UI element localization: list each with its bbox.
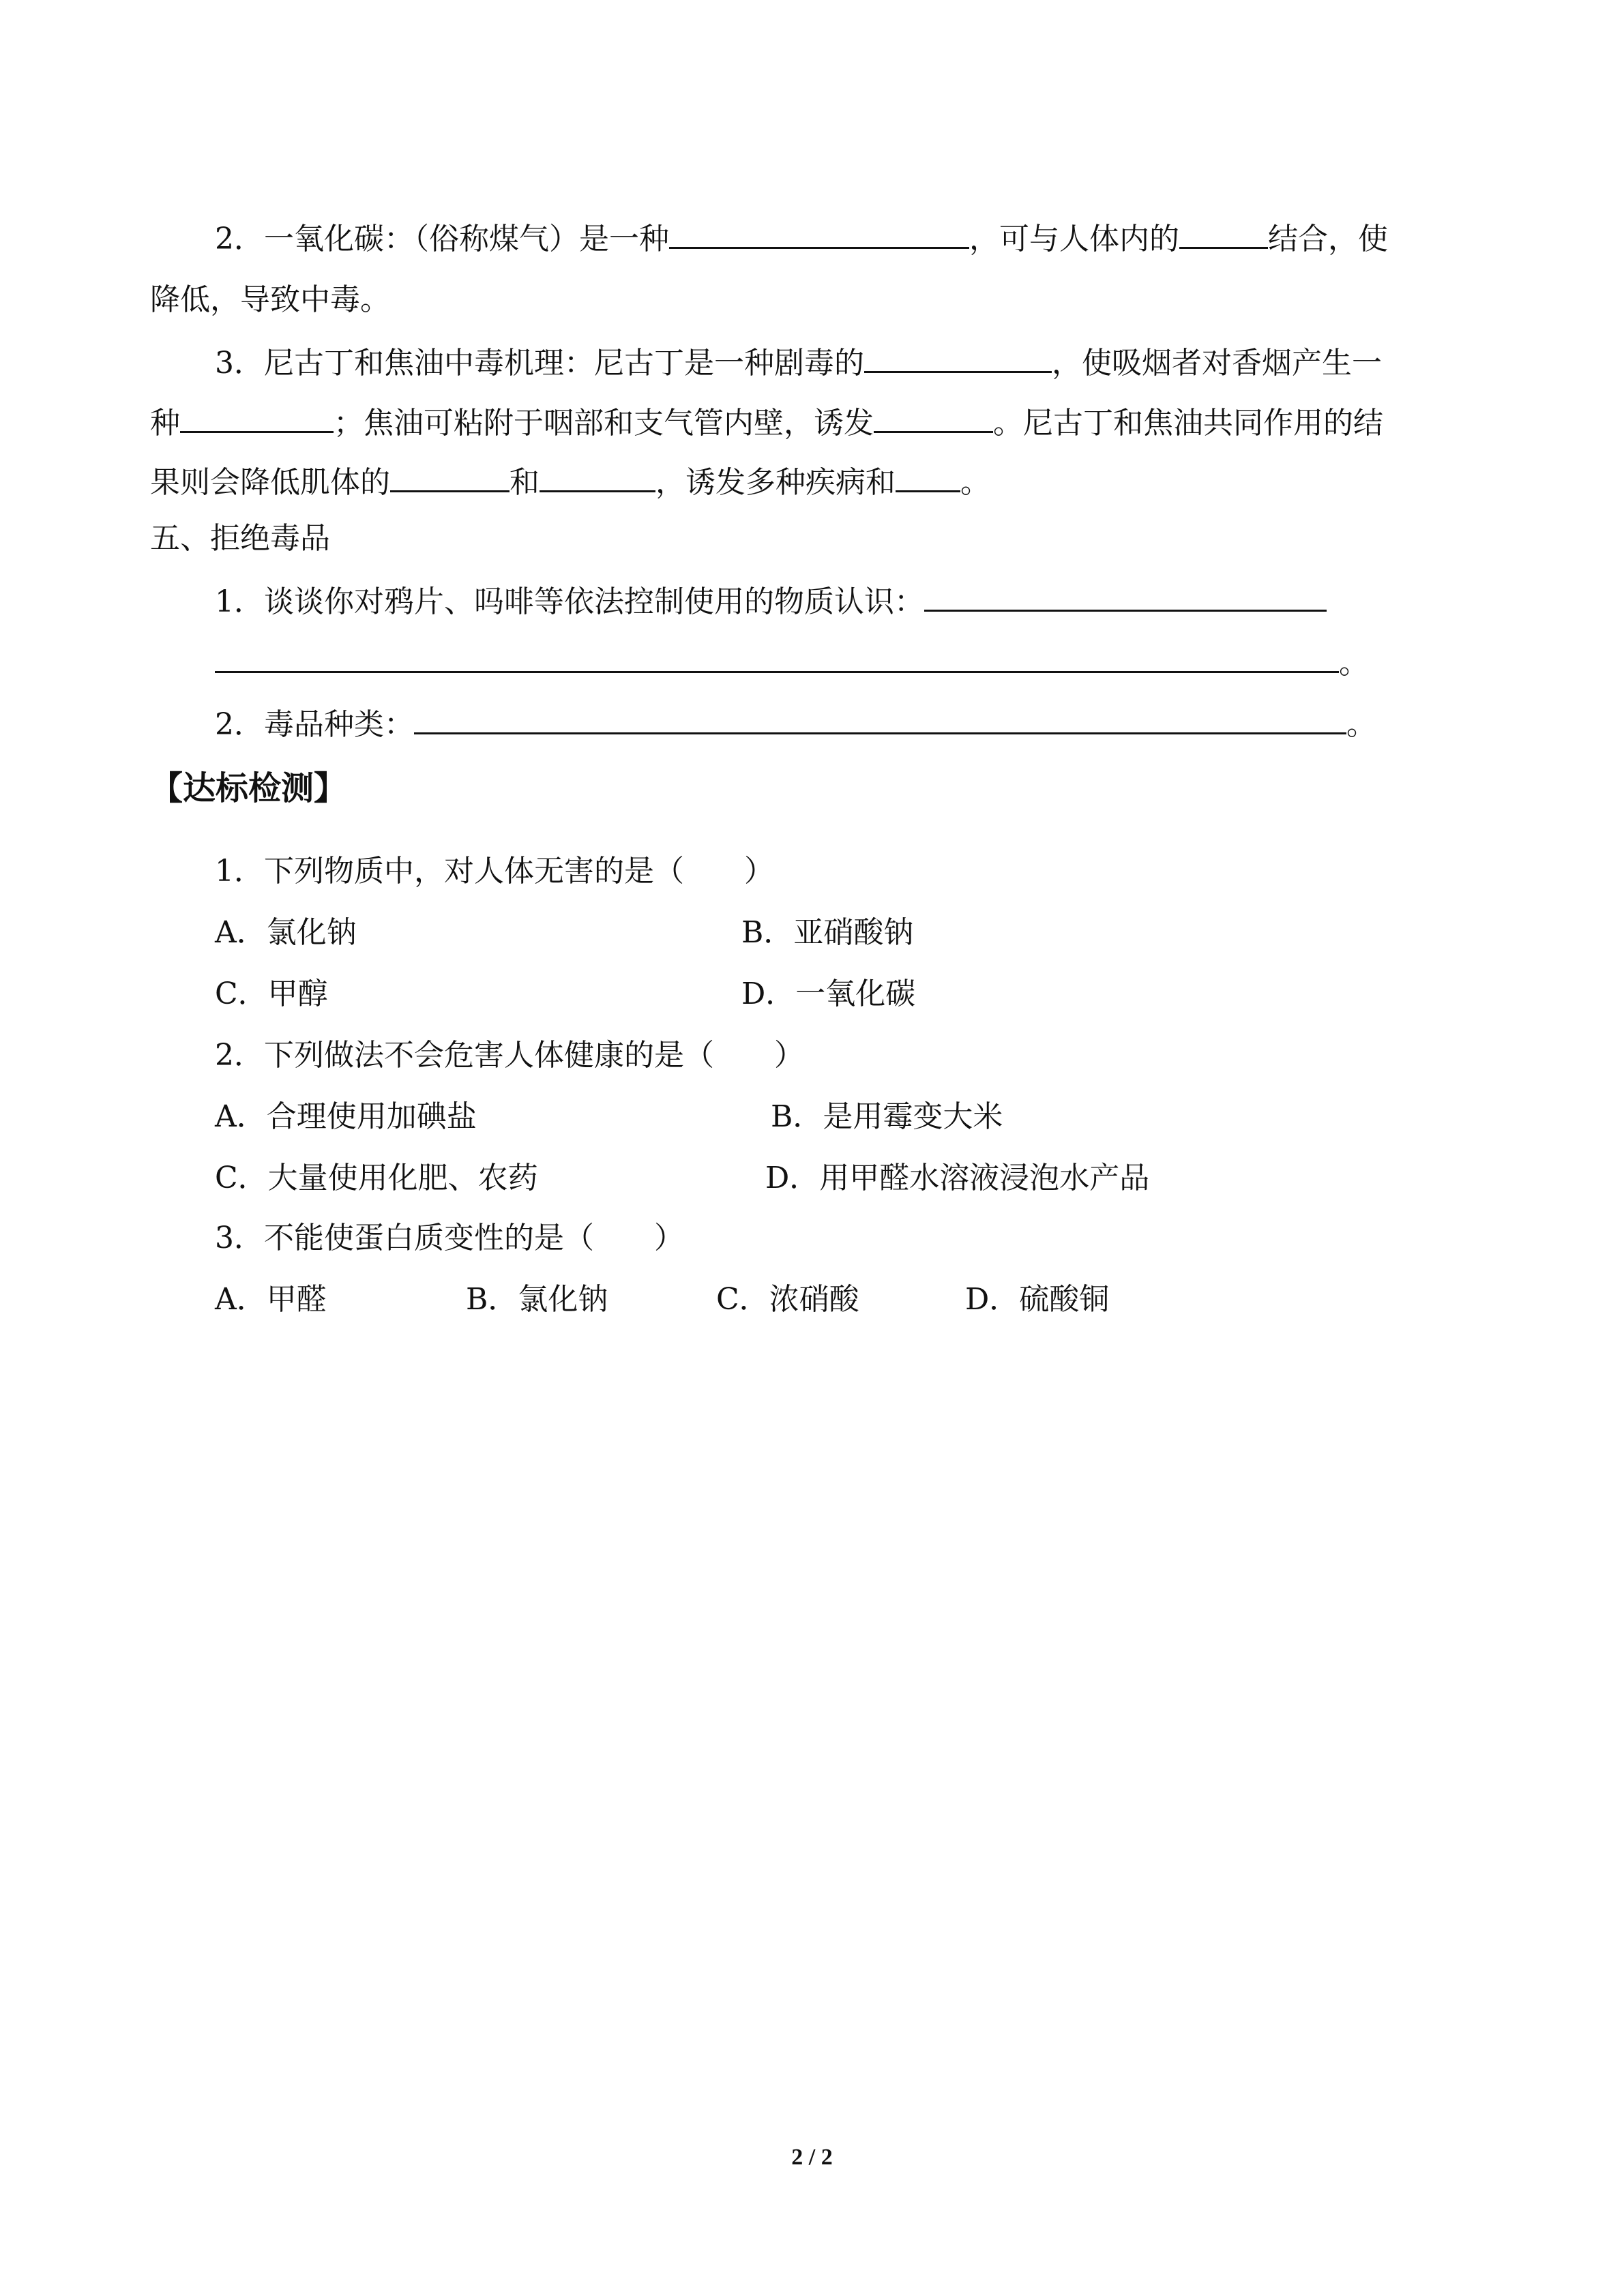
section5-q1-line2 (215, 641, 1369, 684)
section5-q2-text: 2．毒品种类： (215, 707, 414, 742)
check-q1-option-a[interactable]: A．氯化钠 (215, 915, 357, 950)
check-q1-option-b[interactable]: B．亚硝酸钠 (741, 915, 914, 950)
q3-blank-6[interactable] (896, 460, 960, 492)
section5-q2-line (215, 702, 1376, 745)
q3-line2-c: 。尼古丁和焦油共同作用的结 (993, 406, 1383, 441)
check-q2-option-d[interactable]: D．用甲醛水溶液浸泡水产品 (765, 1161, 1150, 1195)
q3-line2-a: 种 (150, 406, 180, 441)
check-q3-option-d[interactable]: D．硫酸铜 (965, 1282, 1110, 1317)
q3-line3-d: 。 (960, 465, 990, 500)
check-q1-stem: 1．下列物质中，对人体无害的是（ ） (215, 854, 774, 889)
q2-text-part2: ，可与人体内的 (969, 222, 1179, 256)
q3-blank-4[interactable] (390, 460, 510, 492)
q3-nicotine-line1 (215, 341, 1382, 384)
section5-q1-blank-2[interactable] (215, 641, 1339, 673)
check-heading: 【达标检测】 (150, 769, 347, 807)
check-q3-option-a[interactable]: A．甲醛 (215, 1282, 327, 1317)
q2-text-part3: 结合，使 (1268, 222, 1388, 256)
q2-blank-1[interactable] (669, 217, 969, 249)
check-q3-option-b[interactable]: B．氯化钠 (466, 1282, 608, 1317)
check-q3-option-c[interactable]: C．浓硝酸 (716, 1282, 859, 1317)
section5-q1-line1 (215, 580, 1327, 623)
check-q2-option-a[interactable]: A．合理使用加碘盐 (215, 1099, 477, 1134)
q2-blank-2[interactable] (1179, 217, 1268, 249)
q2-carbon-monoxide-line2: 降低，导致中毒。 (150, 282, 390, 317)
section5-q1-blank-1[interactable] (924, 580, 1327, 612)
check-q2-option-b[interactable]: B．是用霉变大米 (771, 1099, 1003, 1134)
q3-text-part2: ，使吸烟者对香烟产生一 (1052, 346, 1382, 381)
q3-blank-3[interactable] (874, 401, 993, 433)
check-q1-option-d[interactable]: D．一氧化碳 (741, 976, 916, 1011)
q2-carbon-monoxide-line1 (215, 217, 1388, 260)
q3-line2-b: ；焦油可粘附于咽部和支气管内壁，诱发 (334, 406, 874, 441)
q3-nicotine-line2 (150, 401, 1383, 444)
section5-q2-end: 。 (1346, 707, 1376, 742)
check-q2-stem: 2．下列做法不会危害人体健康的是（ ） (215, 1038, 804, 1073)
q3-text-part1: 3．尼古丁和焦油中毒机理：尼古丁是一种剧毒的 (215, 346, 864, 381)
section5-q2-blank[interactable] (414, 702, 1346, 734)
check-q2-option-c[interactable]: C．大量使用化肥、农药 (215, 1161, 538, 1195)
section5-q1-text: 1．谈谈你对鸦片、吗啡等依法控制使用的物质认识： (215, 584, 924, 619)
section5-q1-end: 。 (1339, 646, 1369, 681)
check-q3-stem: 3．不能使蛋白质变性的是（ ） (215, 1221, 684, 1255)
section5-title: 五、拒绝毒品 (150, 521, 330, 556)
q3-blank-2[interactable] (180, 401, 334, 433)
q3-blank-5[interactable] (540, 460, 655, 492)
q3-line3-a: 果则会降低肌体的 (150, 465, 390, 500)
q3-line3-b: 和 (510, 465, 540, 500)
q3-blank-1[interactable] (864, 341, 1052, 373)
check-q1-option-c[interactable]: C．甲醇 (215, 976, 328, 1011)
q3-nicotine-line3 (150, 460, 990, 503)
q3-line3-c: ，诱发多种疾病和 (655, 465, 896, 500)
page-number: 2 / 2 (791, 2145, 833, 2170)
q2-text-part1: 2．一氧化碳：（俗称煤气）是一种 (215, 222, 669, 256)
